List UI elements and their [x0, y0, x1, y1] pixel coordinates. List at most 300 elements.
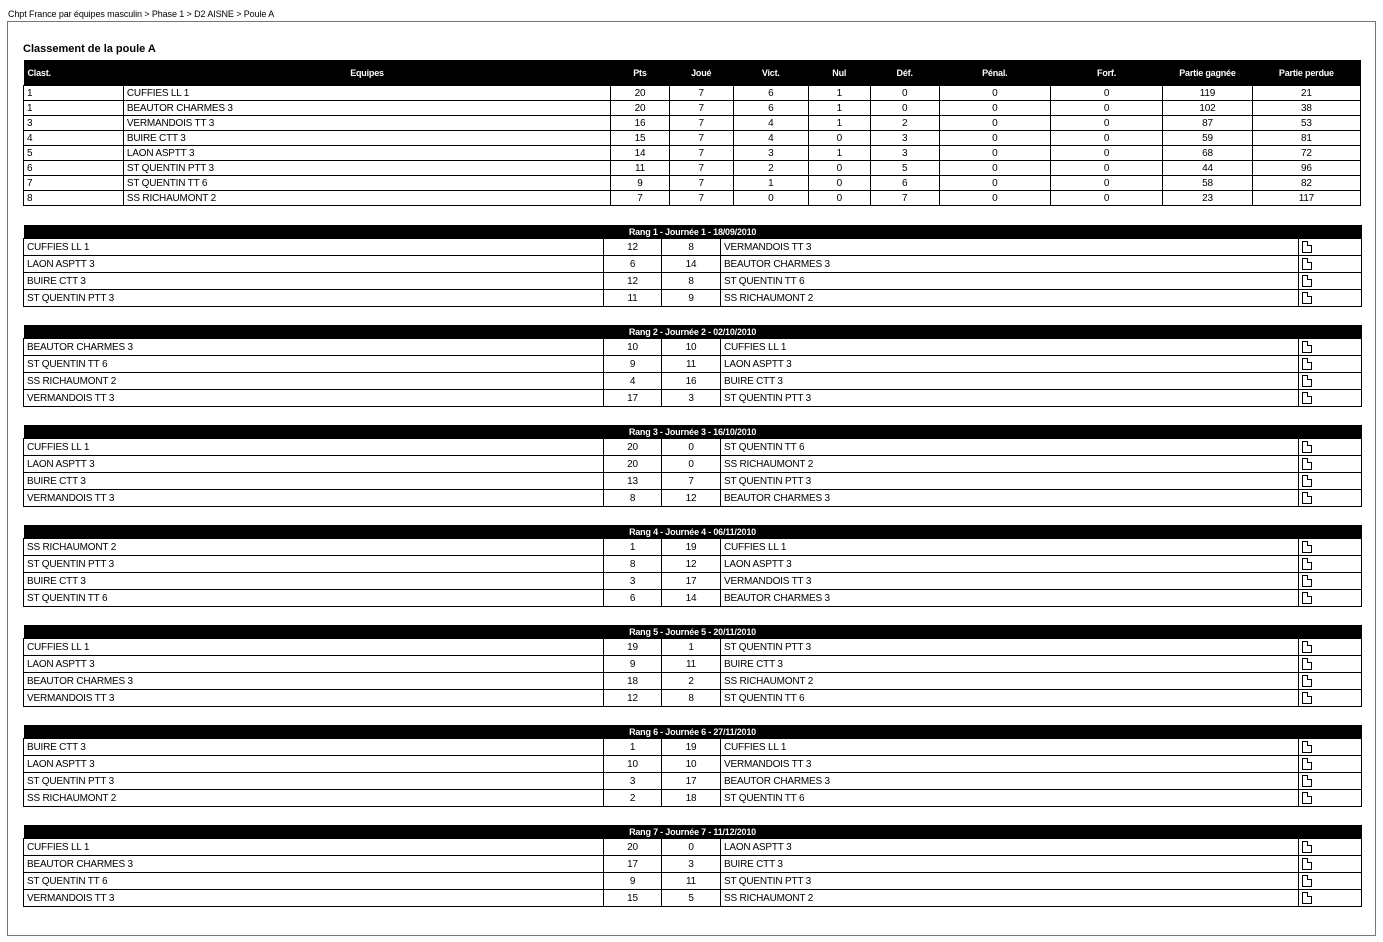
match-row	[24, 539, 1362, 556]
standings-cell: 5	[24, 146, 124, 161]
standings-cell: 0	[1050, 101, 1162, 116]
standings-cell: 11	[611, 161, 670, 176]
document-icon[interactable]	[1302, 492, 1312, 504]
home-team[interactable]: SS RICHAUMONT 2	[24, 539, 604, 556]
standings-cell: 0	[939, 176, 1050, 191]
standings-cell: 0	[939, 161, 1050, 176]
team-name[interactable]: LAON ASPTT 3	[123, 146, 610, 161]
document-icon[interactable]	[1302, 841, 1312, 853]
home-score: 8	[604, 490, 662, 507]
home-score: 3	[604, 773, 662, 790]
document-icon[interactable]	[1302, 858, 1312, 870]
round-block	[23, 525, 1361, 607]
home-team[interactable]: LAON ASPTT 3	[24, 256, 604, 273]
match-sheet-link[interactable]	[1299, 373, 1362, 390]
standings-cell: 0	[1050, 86, 1162, 101]
document-icon[interactable]	[1302, 375, 1312, 387]
home-score: 15	[604, 890, 662, 907]
home-team[interactable]: SS RICHAUMONT 2	[24, 373, 604, 390]
standings-cell: 7	[669, 101, 733, 116]
home-score: 19	[604, 639, 662, 656]
home-team[interactable]: LAON ASPTT 3	[24, 456, 604, 473]
home-score: 13	[604, 473, 662, 490]
document-icon[interactable]	[1302, 392, 1312, 404]
away-team[interactable]: ST QUENTIN TT 6	[721, 690, 1299, 707]
standings-cell: 7	[669, 86, 733, 101]
standings-header-6: Déf.	[870, 60, 939, 86]
standings-row	[24, 101, 1361, 116]
match-row	[24, 839, 1362, 856]
home-team[interactable]: ST QUENTIN TT 6	[24, 356, 604, 373]
home-score: 1	[604, 539, 662, 556]
match-sheet-link[interactable]	[1299, 490, 1362, 507]
away-team[interactable]: VERMANDOIS TT 3	[721, 239, 1299, 256]
standings-cell: 0	[939, 191, 1050, 206]
round-title: Rang 5 - Journée 5 - 20/11/2010	[24, 625, 1362, 639]
standings-cell: 6	[24, 161, 124, 176]
standings-cell: 0	[939, 146, 1050, 161]
round-title: Rang 3 - Journée 3 - 16/10/2010	[24, 425, 1362, 439]
away-team[interactable]: ST QUENTIN PTT 3	[721, 873, 1299, 890]
round-table	[23, 725, 1362, 807]
standings-cell: 14	[611, 146, 670, 161]
match-sheet-link[interactable]	[1299, 639, 1362, 656]
standings-cell: 4	[24, 131, 124, 146]
standings-cell: 1	[24, 86, 124, 101]
team-name[interactable]: ST QUENTIN PTT 3	[123, 161, 610, 176]
match-sheet-link[interactable]	[1299, 339, 1362, 356]
away-team[interactable]: VERMANDOIS TT 3	[721, 756, 1299, 773]
standings-cell: 0	[1050, 116, 1162, 131]
away-score: 17	[662, 773, 721, 790]
home-team[interactable]: BEAUTOR CHARMES 3	[24, 673, 604, 690]
match-sheet-link[interactable]	[1299, 290, 1362, 307]
away-score: 1	[662, 639, 721, 656]
home-team[interactable]: VERMANDOIS TT 3	[24, 890, 604, 907]
standings-header-10: Partie perdue	[1252, 60, 1360, 86]
document-icon[interactable]	[1302, 758, 1312, 770]
away-score: 3	[662, 856, 721, 873]
standings-cell: 68	[1163, 146, 1253, 161]
match-row	[24, 339, 1362, 356]
home-team[interactable]: BUIRE CTT 3	[24, 273, 604, 290]
away-score: 14	[662, 590, 721, 607]
standings-cell: 1	[808, 146, 870, 161]
document-icon[interactable]	[1302, 792, 1312, 804]
team-name[interactable]: SS RICHAUMONT 2	[123, 191, 610, 206]
home-team[interactable]: BUIRE CTT 3	[24, 739, 604, 756]
match-row	[24, 290, 1362, 307]
standings-cell: 4	[733, 131, 808, 146]
match-row	[24, 439, 1362, 456]
document-icon[interactable]	[1302, 775, 1312, 787]
match-sheet-link[interactable]	[1299, 773, 1362, 790]
standings-cell: 72	[1252, 146, 1360, 161]
document-icon[interactable]	[1302, 358, 1312, 370]
standings-cell: 6	[733, 86, 808, 101]
standings-cell: 81	[1252, 131, 1360, 146]
match-sheet-link[interactable]	[1299, 356, 1362, 373]
match-sheet-link[interactable]	[1299, 790, 1362, 807]
home-team[interactable]: SS RICHAUMONT 2	[24, 790, 604, 807]
standings-cell: 53	[1252, 116, 1360, 131]
away-team[interactable]: ST QUENTIN TT 6	[721, 273, 1299, 290]
away-score: 11	[662, 656, 721, 673]
standings-cell: 7	[611, 191, 670, 206]
away-team[interactable]: ST QUENTIN PTT 3	[721, 639, 1299, 656]
home-team[interactable]: ST QUENTIN TT 6	[24, 590, 604, 607]
document-icon[interactable]	[1302, 241, 1312, 253]
standings-header-8: Forf.	[1050, 60, 1162, 86]
standings-cell: 7	[669, 161, 733, 176]
match-row	[24, 356, 1362, 373]
document-icon[interactable]	[1302, 675, 1312, 687]
round-block	[23, 225, 1361, 307]
match-row	[24, 239, 1362, 256]
round-title: Rang 1 - Journée 1 - 18/09/2010	[24, 225, 1362, 239]
away-team[interactable]: LAON ASPTT 3	[721, 356, 1299, 373]
match-sheet-link[interactable]	[1299, 556, 1362, 573]
match-row	[24, 456, 1362, 473]
standings-header-3: Joué	[669, 60, 733, 86]
round-block	[23, 725, 1361, 807]
round-table	[23, 825, 1362, 907]
breadcrumb[interactable]: Chpt France par équipes masculin > Phase 1 > D2 AISNE > Poule A	[8, 9, 275, 19]
document-icon[interactable]	[1302, 575, 1312, 587]
standings-cell: 59	[1163, 131, 1253, 146]
standings-cell: 16	[611, 116, 670, 131]
document-icon[interactable]	[1302, 658, 1312, 670]
standings-cell: 0	[808, 191, 870, 206]
standings-header-7: Pénal.	[939, 60, 1050, 86]
standings-cell: 0	[939, 101, 1050, 116]
away-team[interactable]: BEAUTOR CHARMES 3	[721, 590, 1299, 607]
match-row	[24, 490, 1362, 507]
round-table	[23, 625, 1362, 707]
home-score: 17	[604, 856, 662, 873]
home-team[interactable]: VERMANDOIS TT 3	[24, 390, 604, 407]
standings-cell: 4	[733, 116, 808, 131]
home-team[interactable]: CUFFIES LL 1	[24, 239, 604, 256]
standings-row	[24, 86, 1361, 101]
standings-cell: 119	[1163, 86, 1253, 101]
home-score: 8	[604, 556, 662, 573]
match-row	[24, 473, 1362, 490]
standings-row	[24, 146, 1361, 161]
document-icon[interactable]	[1302, 441, 1312, 453]
home-score: 10	[604, 756, 662, 773]
away-score: 9	[662, 290, 721, 307]
away-team[interactable]: VERMANDOIS TT 3	[721, 573, 1299, 590]
standings-header-5: Nul	[808, 60, 870, 86]
match-row	[24, 873, 1362, 890]
standings-cell: 0	[808, 131, 870, 146]
home-team[interactable]: BUIRE CTT 3	[24, 473, 604, 490]
home-team[interactable]: LAON ASPTT 3	[24, 756, 604, 773]
home-team[interactable]: LAON ASPTT 3	[24, 656, 604, 673]
document-icon[interactable]	[1302, 541, 1312, 553]
home-team[interactable]: ST QUENTIN TT 6	[24, 873, 604, 890]
standings-cell: 102	[1163, 101, 1253, 116]
match-sheet-link[interactable]	[1299, 539, 1362, 556]
home-score: 11	[604, 290, 662, 307]
away-team[interactable]: BEAUTOR CHARMES 3	[721, 256, 1299, 273]
away-score: 14	[662, 256, 721, 273]
away-team[interactable]: CUFFIES LL 1	[721, 539, 1299, 556]
standings-row	[24, 116, 1361, 131]
standings-cell: 3	[870, 131, 939, 146]
home-score: 12	[604, 273, 662, 290]
away-score: 0	[662, 439, 721, 456]
standings-row	[24, 161, 1361, 176]
home-team[interactable]: CUFFIES LL 1	[24, 439, 604, 456]
away-team[interactable]: SS RICHAUMONT 2	[721, 456, 1299, 473]
match-sheet-link[interactable]	[1299, 239, 1362, 256]
match-row	[24, 773, 1362, 790]
away-team[interactable]: ST QUENTIN PTT 3	[721, 473, 1299, 490]
match-sheet-link[interactable]	[1299, 873, 1362, 890]
document-icon[interactable]	[1302, 341, 1312, 353]
home-score: 6	[604, 590, 662, 607]
match-row	[24, 890, 1362, 907]
document-icon[interactable]	[1302, 641, 1312, 653]
home-score: 20	[604, 439, 662, 456]
round-table	[23, 325, 1362, 407]
home-team[interactable]: VERMANDOIS TT 3	[24, 690, 604, 707]
standings-row	[24, 176, 1361, 191]
standings-table	[23, 60, 1361, 206]
round-block	[23, 325, 1361, 407]
document-icon[interactable]	[1302, 741, 1312, 753]
document-icon[interactable]	[1302, 458, 1312, 470]
standings-cell: 1	[808, 101, 870, 116]
home-score: 9	[604, 873, 662, 890]
away-team[interactable]: ST QUENTIN PTT 3	[721, 390, 1299, 407]
home-score: 20	[604, 456, 662, 473]
home-team[interactable]: VERMANDOIS TT 3	[24, 490, 604, 507]
standings-cell: 3	[24, 116, 124, 131]
away-score: 11	[662, 873, 721, 890]
match-row	[24, 639, 1362, 656]
standings-header-2: Pts	[611, 60, 670, 86]
home-team[interactable]: BUIRE CTT 3	[24, 573, 604, 590]
away-score: 11	[662, 356, 721, 373]
standings-cell: 0	[939, 116, 1050, 131]
away-team[interactable]: BEAUTOR CHARMES 3	[721, 773, 1299, 790]
standings-cell: 0	[1050, 146, 1162, 161]
away-score: 12	[662, 556, 721, 573]
away-score: 18	[662, 790, 721, 807]
standings-cell: 7	[669, 116, 733, 131]
round-table	[23, 425, 1362, 507]
match-sheet-link[interactable]	[1299, 756, 1362, 773]
standings-cell: 1	[808, 86, 870, 101]
document-icon[interactable]	[1302, 592, 1312, 604]
home-score: 9	[604, 656, 662, 673]
standings-cell: 3	[870, 146, 939, 161]
match-row	[24, 756, 1362, 773]
round-block	[23, 625, 1361, 707]
standings-cell: 15	[611, 131, 670, 146]
round-table	[23, 225, 1362, 307]
standings-cell: 7	[870, 191, 939, 206]
standings-cell: 7	[669, 146, 733, 161]
team-name[interactable]: VERMANDOIS TT 3	[123, 116, 610, 131]
match-sheet-link[interactable]	[1299, 439, 1362, 456]
away-team[interactable]: ST QUENTIN TT 6	[721, 790, 1299, 807]
standings-cell: 0	[733, 191, 808, 206]
away-team[interactable]: BUIRE CTT 3	[721, 656, 1299, 673]
standings-cell: 0	[870, 101, 939, 116]
home-score: 6	[604, 256, 662, 273]
standings-cell: 7	[669, 131, 733, 146]
standings-cell: 20	[611, 86, 670, 101]
home-team[interactable]: ST QUENTIN PTT 3	[24, 773, 604, 790]
document-icon[interactable]	[1302, 258, 1312, 270]
standings-cell: 87	[1163, 116, 1253, 131]
document-icon[interactable]	[1302, 558, 1312, 570]
home-team[interactable]: CUFFIES LL 1	[24, 839, 604, 856]
match-sheet-link[interactable]	[1299, 656, 1362, 673]
away-team[interactable]: SS RICHAUMONT 2	[721, 673, 1299, 690]
match-row	[24, 673, 1362, 690]
round-title: Rang 2 - Journée 2 - 02/10/2010	[24, 325, 1362, 339]
round-block	[23, 825, 1361, 907]
match-sheet-link[interactable]	[1299, 673, 1362, 690]
match-sheet-link[interactable]	[1299, 856, 1362, 873]
standings-cell: 23	[1163, 191, 1253, 206]
match-row	[24, 556, 1362, 573]
standings-cell: 7	[669, 176, 733, 191]
home-score: 17	[604, 390, 662, 407]
match-row	[24, 656, 1362, 673]
away-team[interactable]: LAON ASPTT 3	[721, 839, 1299, 856]
team-name[interactable]: CUFFIES LL 1	[123, 86, 610, 101]
match-row	[24, 256, 1362, 273]
away-score: 10	[662, 756, 721, 773]
standings-cell: 0	[870, 86, 939, 101]
away-score: 12	[662, 490, 721, 507]
standings-header-1: Equipes	[123, 60, 610, 86]
match-sheet-link[interactable]	[1299, 256, 1362, 273]
document-icon[interactable]	[1302, 875, 1312, 887]
document-icon[interactable]	[1302, 475, 1312, 487]
match-sheet-link[interactable]	[1299, 456, 1362, 473]
match-row	[24, 573, 1362, 590]
match-row	[24, 690, 1362, 707]
home-team[interactable]: ST QUENTIN PTT 3	[24, 290, 604, 307]
home-score: 1	[604, 739, 662, 756]
away-score: 7	[662, 473, 721, 490]
match-row	[24, 739, 1362, 756]
away-score: 0	[662, 839, 721, 856]
away-team[interactable]: BUIRE CTT 3	[721, 373, 1299, 390]
standings-cell: 0	[1050, 191, 1162, 206]
round-title: Rang 4 - Journée 4 - 06/11/2010	[24, 525, 1362, 539]
standings-cell: 3	[733, 146, 808, 161]
standings-cell: 82	[1252, 176, 1360, 191]
away-team[interactable]: CUFFIES LL 1	[721, 339, 1299, 356]
standings-cell: 0	[808, 176, 870, 191]
away-team[interactable]: SS RICHAUMONT 2	[721, 890, 1299, 907]
away-score: 5	[662, 890, 721, 907]
document-icon[interactable]	[1302, 275, 1312, 287]
standings-cell: 58	[1163, 176, 1253, 191]
match-sheet-link[interactable]	[1299, 590, 1362, 607]
home-team[interactable]: BEAUTOR CHARMES 3	[24, 339, 604, 356]
standings-cell: 117	[1252, 191, 1360, 206]
round-table	[23, 525, 1362, 607]
team-name[interactable]: ST QUENTIN TT 6	[123, 176, 610, 191]
away-score: 19	[662, 539, 721, 556]
standings-cell: 20	[611, 101, 670, 116]
match-row	[24, 590, 1362, 607]
standings-cell: 0	[808, 161, 870, 176]
standings-cell: 7	[24, 176, 124, 191]
standings-cell: 8	[24, 191, 124, 206]
home-team[interactable]: ST QUENTIN PTT 3	[24, 556, 604, 573]
match-sheet-link[interactable]	[1299, 573, 1362, 590]
away-score: 19	[662, 739, 721, 756]
standings-cell: 2	[733, 161, 808, 176]
home-team[interactable]: BEAUTOR CHARMES 3	[24, 856, 604, 873]
match-sheet-link[interactable]	[1299, 890, 1362, 907]
home-score: 18	[604, 673, 662, 690]
away-team[interactable]: LAON ASPTT 3	[721, 556, 1299, 573]
away-score: 2	[662, 673, 721, 690]
standings-cell: 96	[1252, 161, 1360, 176]
away-score: 0	[662, 456, 721, 473]
away-team[interactable]: BUIRE CTT 3	[721, 856, 1299, 873]
standings-cell: 6	[870, 176, 939, 191]
standings-cell: 0	[939, 131, 1050, 146]
home-team[interactable]: CUFFIES LL 1	[24, 639, 604, 656]
away-team[interactable]: ST QUENTIN TT 6	[721, 439, 1299, 456]
rounds-container	[23, 225, 1361, 925]
standings-cell: 21	[1252, 86, 1360, 101]
home-score: 2	[604, 790, 662, 807]
document-icon[interactable]	[1302, 692, 1312, 704]
standings-cell: 38	[1252, 101, 1360, 116]
away-team[interactable]: CUFFIES LL 1	[721, 739, 1299, 756]
away-score: 3	[662, 390, 721, 407]
match-sheet-link[interactable]	[1299, 390, 1362, 407]
document-icon[interactable]	[1302, 892, 1312, 904]
away-score: 16	[662, 373, 721, 390]
match-row	[24, 273, 1362, 290]
match-row	[24, 373, 1362, 390]
home-score: 4	[604, 373, 662, 390]
match-sheet-link[interactable]	[1299, 273, 1362, 290]
team-name[interactable]: BUIRE CTT 3	[123, 131, 610, 146]
standings-row	[24, 131, 1361, 146]
match-sheet-link[interactable]	[1299, 839, 1362, 856]
standings-cell: 1	[808, 116, 870, 131]
round-block	[23, 425, 1361, 507]
standings-cell: 2	[870, 116, 939, 131]
team-name[interactable]: BEAUTOR CHARMES 3	[123, 101, 610, 116]
standings-row	[24, 191, 1361, 206]
standings-cell: 1	[24, 101, 124, 116]
match-sheet-link[interactable]	[1299, 690, 1362, 707]
document-icon[interactable]	[1302, 292, 1312, 304]
away-score: 8	[662, 239, 721, 256]
match-sheet-link[interactable]	[1299, 473, 1362, 490]
away-team[interactable]: SS RICHAUMONT 2	[721, 290, 1299, 307]
match-sheet-link[interactable]	[1299, 739, 1362, 756]
away-team[interactable]: BEAUTOR CHARMES 3	[721, 490, 1299, 507]
standings-cell: 0	[939, 86, 1050, 101]
